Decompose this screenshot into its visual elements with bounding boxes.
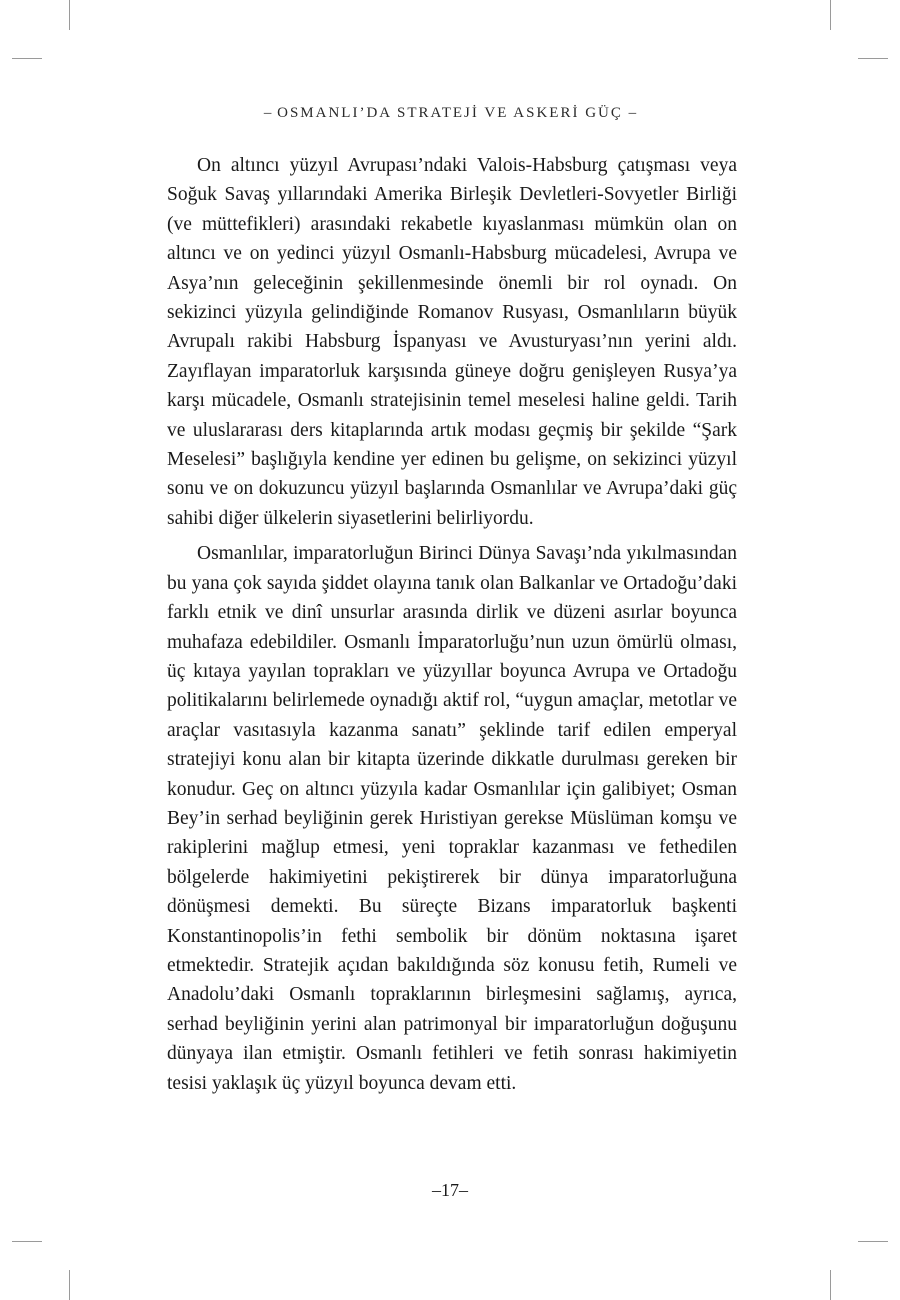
paragraph: On altıncı yüzyıl Avrupası’ndaki Valois-Habsburg çatışması veya Soğuk Savaş yıllarındaki Amerika Birleşik Devletleri-Sovyetler Birliği (ve müttefikleri) arasındaki rekabetle kıyaslanması mümkün olan on altıncı ve on yedinci yüzyıl Osmanlı-Habsburg mücadelesi, Avrupa ve Asya’nın geleceğinin şekillenmesinde önemli bir rol oynadı. On sekizinci yüzyıla gelindiğinde Romanov Rusyası, Osmanlıların büyük Avrupalı rakibi Habsburg İspanyası ve Avusturyası’nın yerini aldı. Zayıflayan imparatorluk karşısında güneye doğru genişleyen Rusya’ya karşı mücadele, Osmanlı stratejisinin temel meselesi haline geldi. Tarih ve uluslararası ders kitaplarında artık modası geçmiş bir şekilde “Şark Meselesi” başlığıyla kendine yer edinen bu gelişme, on sekizinci yüzyıl sonu ve on dokuzuncu yüzyıl başlarında Osmanlılar ve Avrupa’daki güç sahibi diğer ülkelerin siyasetlerini belirliyordu. [167,155,737,529]
crop-mark-left-top [12,58,42,59]
running-head-title: OSMANLI’DA STRATEJİ VE ASKERİ GÜÇ [277,105,623,121]
body-text [167,151,737,1098]
crop-mark-bottom-left [69,1270,70,1300]
running-head-right-mark: – [628,105,637,121]
running-head-left-mark: – [263,105,272,121]
crop-mark-top-left [69,0,70,30]
crop-mark-right-top [858,58,888,59]
running-head [0,105,900,122]
crop-mark-right-bottom [858,1241,888,1242]
crop-mark-bottom-right [830,1270,831,1300]
crop-mark-left-bottom [12,1241,42,1242]
crop-mark-top-right [830,0,831,30]
paragraph: Osmanlılar, imparatorluğun Birinci Dünya Savaşı’nda yıkılmasından bu yana çok sayıda şiddet olayına tanık olan Balkanlar ve Ortadoğu’daki farklı etnik ve dinî unsurlar arasında dirlik ve düzeni asırlar boyunca muhafaza edebildiler. Osmanlı İmparatorluğu’nun uzun ömürlü olması, üç kıtaya yayılan toprakları ve yüzyıllar boyunca Avrupa ve Ortadoğu politikalarını belirlemede oynadığı aktif rol, “uygun amaçlar, metotlar ve araçlar vasıtasıyla kazanma sanatı” şeklinde tarif edilen emperyal stratejiyi konu alan bir kitapta üzerinde dikkatle durulması gereken bir konudur. Geç on altıncı yüzyıla kadar Osmanlılar için galibiyet; Osman Bey’in serhad beyliğinin gerek Hıristiyan gerekse Müslüman komşu ve rakiplerini mağlup etmesi, yeni topraklar kazanması ve fethedilen bölgelerde hakimiyetini pekiştirerek bir dünya imparatorluğuna dönüşmesi demekti. Bu süreçte Bizans imparatorluk başkenti Konstantinopolis’in fethi sembolik bir dönüm noktasına işaret etmektedir. Stratejik açıdan bakıldığında söz konusu fetih, Rumeli ve Anadolu’daki Osmanlı topraklarının birleşmesini sağlamış, ayrıca, serhad beyliğinin yerini alan patrimonyal bir imparatorluğun doğuşunu dünyaya ilan etmiştir. Osmanlı fetihleri ve fetih sonrası hakimiyetin tesisi yaklaşık üç yüzyıl boyunca devam etti. [167,543,737,1094]
page-number: –17– [432,1180,468,1200]
